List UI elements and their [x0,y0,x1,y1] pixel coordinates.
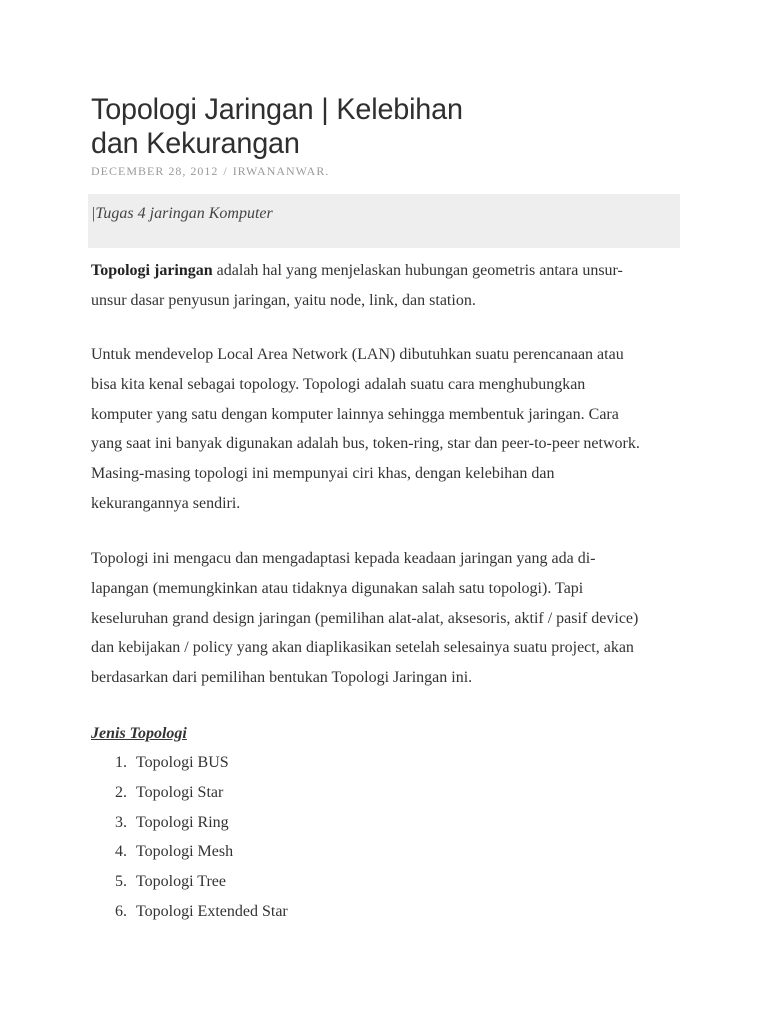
paragraph-line: Untuk mendevelop Local Area Network (LAN) dibutuhkan suatu perencanaan atau [91,346,624,363]
paragraph-line: Topologi ini mengacu dan mengadaptasi kepada keadaan jaringan yang ada di- [91,550,596,567]
paragraph-line: berdasarkan dari pemilihan bentukan Topologi Jaringan ini. [91,669,473,687]
list-item-label: Topologi Extended Star [136,902,288,920]
blockquote [88,194,680,248]
page-title [91,93,542,161]
paragraph-intro [91,256,681,316]
title-line-2: dan Kekurangan [91,127,300,160]
meta-separator: / [223,164,228,178]
paragraph-line: komputer yang satu dengan komputer lainnya sehingga membentuk jaringan. Cara [91,405,619,423]
bold-term: Topologi jaringan [91,262,213,279]
post-author[interactable]: IRWANANWAR. [232,164,330,178]
list-number: 4. [115,843,127,861]
paragraph-design [91,544,681,693]
title-line-1: Topologi Jaringan | Kelebihan [91,93,463,126]
list-item-label: Topologi Mesh [136,843,234,861]
paragraph-line: Masing-masing topologi ini mempunyai ciri khas, dengan kelebihan dan [91,465,555,483]
list-number: 6. [115,902,127,920]
paragraph-line: dan kebijakan / policy yang akan diaplikasikan setelah selesainya suatu project, akan [91,639,634,657]
blockquote-text: |Tugas 4 jaringan Komputer [91,205,273,222]
list-item-label: Topologi BUS [136,754,229,771]
paragraph-line: kekurangannya sendiri. [91,494,241,512]
paragraph-line [91,256,681,286]
list-number: 3. [115,813,127,831]
paragraph-line: keseluruhan grand design jaringan (pemilihan alat-alat, aksesoris, aktif / pasif device) [91,609,639,627]
paragraph-line: bisa kita kenal sebagai topology. Topologi adalah suatu cara menghubungkan [91,375,586,393]
list-item-label: Topologi Ring [136,813,229,831]
list-number: 2. [115,783,127,801]
list-item-label: Topologi Tree [136,873,226,891]
list-number: 5. [115,873,127,891]
paragraph-line: lapangan (memungkinkan atau tidaknya digunakan salah satu topologi). Tapi [91,579,584,597]
paragraph-line: yang saat ini banyak digunakan adalah bus, token-ring, star dan peer-to-peer network. [91,435,640,453]
paragraph-lan [91,340,681,519]
post-date[interactable]: DECEMBER 28, 2012 [91,164,219,178]
section-heading-jenis-topologi: Jenis Topologi [91,725,187,742]
list-item-label: Topologi Star [136,783,224,801]
paragraph-line: unsur dasar penyusun jaringan, yaitu node, link, dan station. [91,291,476,309]
paragraph-line-rest: adalah hal yang menjelaskan hubungan geometris antara unsur- [212,262,623,279]
post-meta [91,164,329,179]
list-number: 1. [115,754,127,771]
